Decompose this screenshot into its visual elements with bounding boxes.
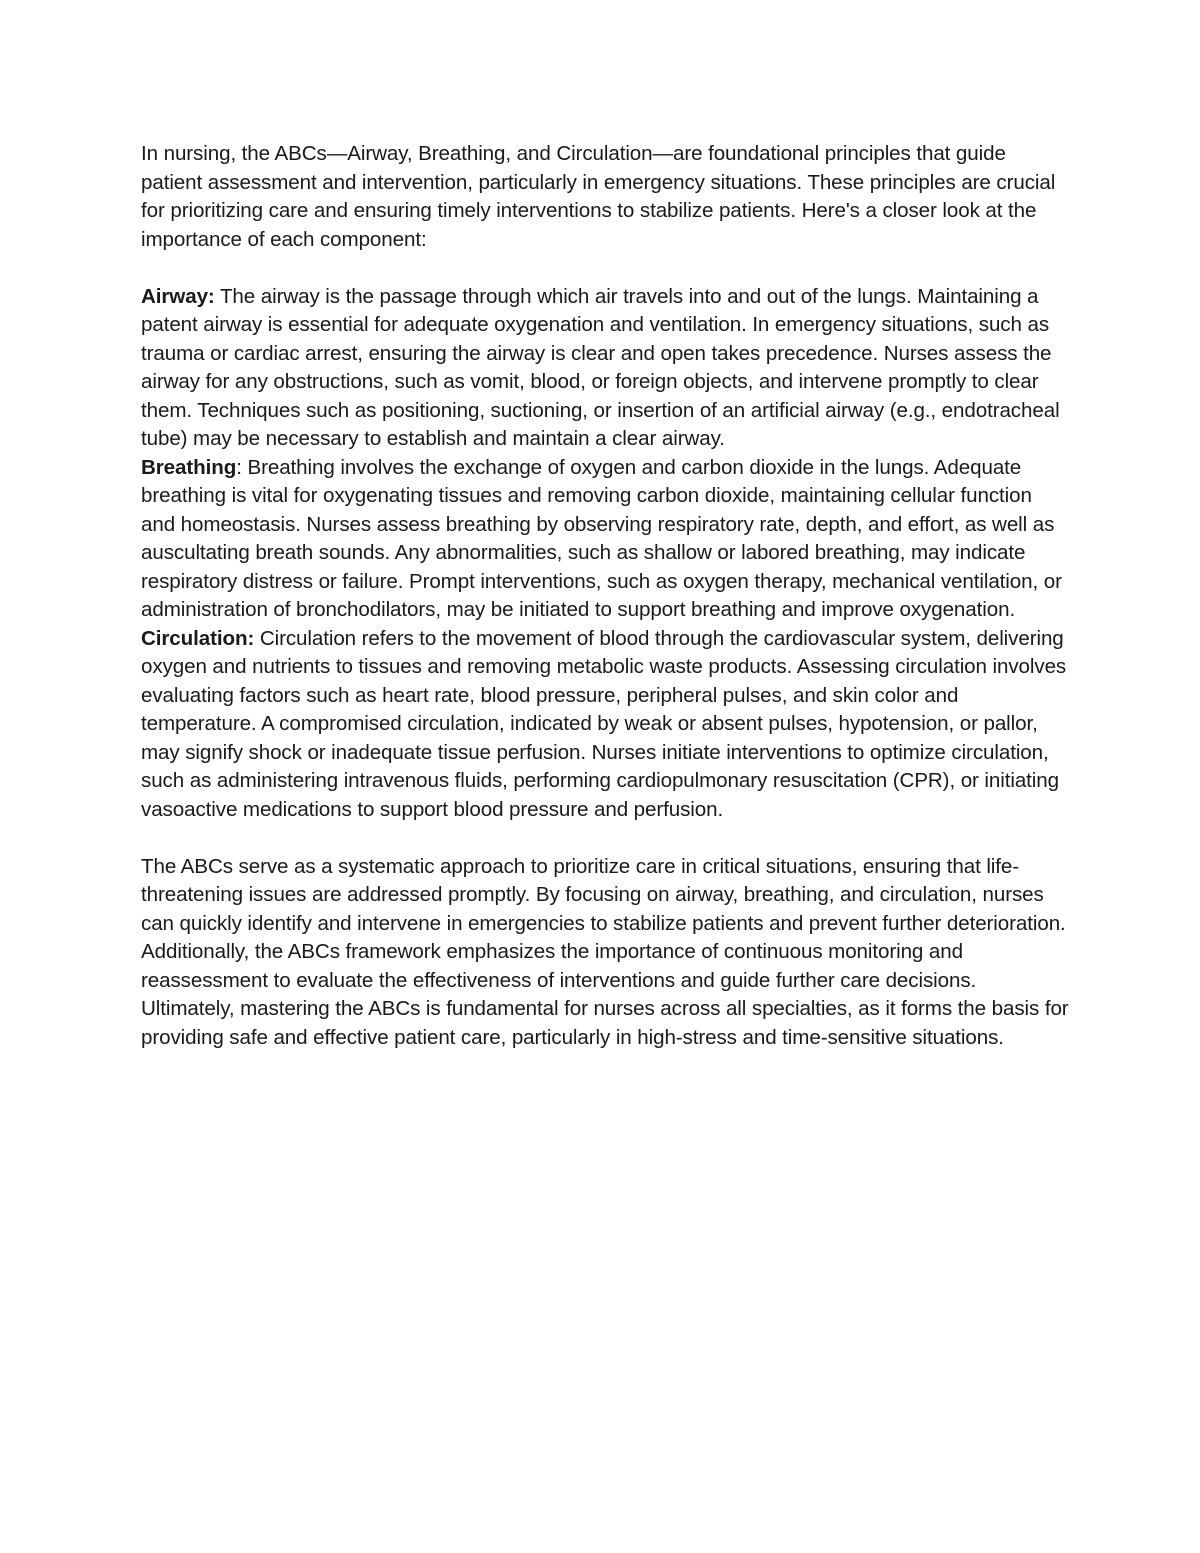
airway-term: Airway: [141, 284, 215, 308]
conclusion-paragraph: The ABCs serve as a systematic approach to prioritize care in critical situations, ensuring that life-threatening issues are addressed promptly. By focusing on airway, breathing, and circulation, nurses can quickly identify and intervene in emergencies to stabilize patients and prevent further deterioration. Additionally, the ABCs framework emphasizes the importance of continuous monitoring and reassessment to evaluate the effectiveness of interventions and guide further care decisions. Ultimately, mastering the ABCs is fundamental for nurses across all specialties, as it forms the basis for providing safe and effective patient care, particularly in high-stress and time-sensitive situations. [141, 854, 1069, 1049]
breathing-term: Breathing [141, 455, 237, 479]
circulation-text: Circulation refers to the movement of blood through the cardiovascular system, delivering oxygen and nutrients to tissues and removing metabolic waste products. Assessing circulation involves evaluating factors such as heart rate, blood pressure, peripheral pulses, and skin color and temperature. A compromised circulation, indicated by weak or absent pulses, hypotension, or pallor, may signify shock or inadequate tissue perfusion. Nurses initiate interventions to optimize circulation, such as administering intravenous fluids, performing cardiopulmonary resuscitation (CPR), or initiating vasoactive medications to support blood pressure and perfusion. [141, 626, 1067, 821]
airway-paragraph [141, 283, 1071, 454]
paragraph-spacer [141, 824, 1071, 853]
breathing-paragraph [141, 454, 1071, 625]
paragraph-spacer [141, 254, 1071, 283]
circulation-term: Circulation: [141, 626, 255, 650]
breathing-text: : Breathing involves the exchange of oxygen and carbon dioxide in the lungs. Adequate breathing is vital for oxygenating tissues and removing carbon dioxide, maintaining cellular function and homeostasis. Nurses assess breathing by observing respiratory rate, depth, and effort, as well as auscultating breath sounds. Any abnormalities, such as shallow or labored breathing, may indicate respiratory distress or failure. Prompt interventions, such as oxygen therapy, mechanical ventilation, or administration of bronchodilators, may be initiated to support breathing and improve oxygenation. [141, 455, 1062, 621]
document-page [141, 140, 1071, 1052]
airway-text: The airway is the passage through which air travels into and out of the lungs. Maintaining a patent airway is essential for adequate oxygenation and ventilation. In emergency situations, such as trauma or cardiac arrest, ensuring the airway is clear and open takes precedence. Nurses assess the airway for any obstructions, such as vomit, blood, or foreign objects, and intervene promptly to clear them. Techniques such as positioning, suctioning, or insertion of an artificial airway (e.g., endotracheal tube) may be necessary to establish and maintain a clear airway. [141, 284, 1060, 450]
intro-paragraph: In nursing, the ABCs—Airway, Breathing, and Circulation—are foundational principles that guide patient assessment and intervention, particularly in emergency situations. These principles are crucial for prioritizing care and ensuring timely interventions to stabilize patients. Here's a closer look at the importance of each component: [141, 142, 1056, 251]
circulation-paragraph [141, 625, 1071, 825]
